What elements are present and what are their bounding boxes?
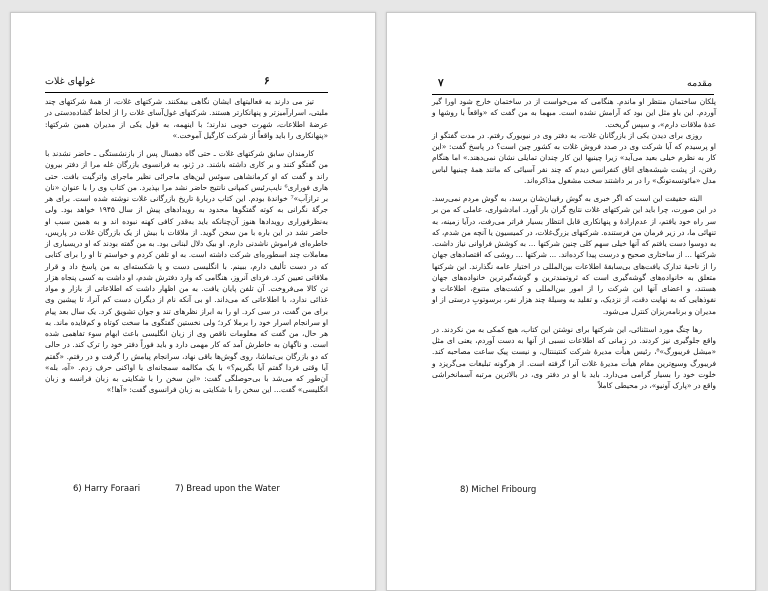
page-header bbox=[11, 75, 375, 91]
page-left bbox=[10, 12, 376, 591]
footnotes bbox=[73, 484, 280, 494]
footnote: 6) Harry Foraari bbox=[73, 484, 141, 494]
paragraph: تیز می دارند به فعالیتهای ایشان نگاهی بیفکنند. شرکتهای غلات، از همهٔ شرکتهای چند ملیتی، اسرارآمیزتر و پنهانکارتر هستند. شرکتهای غول‌آسای غلات را از لحاظ گشاده‌دستی در عرضهٔ اطلاعات، شهرت خوبی ندارند؛ با اینهمه، به قول یکی از مدیران همین شرکتها: «پنهانکاری را باید واقعاً از شرکت کارگیل آموخت.» bbox=[45, 97, 328, 140]
body-text bbox=[45, 96, 328, 396]
paragraph: پلکان ساختمان منتظر او ماندم. هنگامی که می‌خواست از در ساختمان خارج شود اورا گیر آوردم. این باو مثل این بود که آرامش نشده است. مبهما به من گفت که «واقعاً با روشها و عدهٔ ملاقات دارم»، و سپس گریخت. bbox=[432, 97, 716, 129]
body-text bbox=[432, 96, 716, 391]
page-header bbox=[387, 77, 755, 93]
footnote: 7) Bread upon the Water bbox=[174, 484, 280, 494]
footnote: 8) Michel Fribourg bbox=[460, 485, 537, 495]
page-number: ۷ bbox=[438, 77, 444, 89]
paragraph: روزی برای دیدن یکی از بازرگانان غلات، به دفتر وی در نیویورک رفتم. در مدت گفتگو از او پرسیدم که آیا شرکت وی در صدد فروش غلات به کشور چین است؟ در پاسخ گفت: «این کار به نظرم خیلی بعید می‌آید» زیرا چینیها این کار چندان تمایلی نشان نمی‌دهند.» اما هنگام رفتن، از پشت شیشه‌های اتاق کنفرانس دیدم که چند نفر آسیائی که مانند همهٔ چینیها لباس مدل «مائوتسه‌تونگ» را در بر داشتند سخت مشغول مذاکره‌اند. bbox=[432, 130, 716, 185]
running-title: مقدمه bbox=[687, 78, 713, 89]
header-rule bbox=[432, 94, 714, 95]
paragraph: رها چنگ مورد استثنائی، این شرکتها برای نوشتن این کتاب، هیچ کمکی به من نکردند. در واقع جلوگیری نیز کردند. در زمانی که اطلاعات نسبی از آنها به دست آوردم، یعنی ای مثل «میشل فریبورگ»⁸، رئیس هیأت مدیرهٔ شرکت کنتیننتال، و نیست پیک ساعت مصاحبه کند. فریبورگ وسیع‌ترین مقام هیأت مدیرهٔ غلات آنرا گرفته است. از هرگونه تبلیغات می‌گریزد و خلوت خود را بسیار گرامی می‌دارد. باید با او در دفتر وی، در بالاترین مرتبه آسمانخراشی واقع در «پارک آونیو»، در محیطی کاملاً bbox=[432, 324, 717, 390]
header-rule bbox=[45, 92, 328, 93]
paragraph: البته حقیقت این است که اگر خبری به گوش رقیبان‌شان برسد، به گوش مردم نمی‌رسد. در این صورت، چرا باید این شرکتهای غلات نتایج گران بار آورد. امادشواری، عاملی که من بر سر راه خود یافتم، از عدم‌ارادهٔ و پنهانکاری قابل انتظار بسیار فراتر می‌رفت، درآیا زمینه، به تنهائی ما، در زیر فرمان من فرستنده. شرکتهای بزرگ‌غلات، در کمیسیون یا آنچه من شدم، که به دوسوا دست یافتم که آنها خیلی سهم کلی چنین شرکتها ... به کوشش فراوانی نیاز داشت. شرکتها ... از ساختاری صحیح و درست پیدا کرده‌اند. ... شرکتها ... روشی که اقتصادهای جهان را از ناحیهٔ تدارک یافت‌های بی‌سابقهٔ اطلاعات بین‌المللی در اختیار عامه نگذارند. این شرکتها متعلق به خانواده‌های گوشه‌گیری است که ثروتمندترین و گوشه‌گیرترین خانواده‌های جهان هستند، و اعضای آنها این شرکت را از امور بین‌المللی و کشت‌های متنوع، اطلاعات و نفوذ‌هایی که به نهایت دقت، از نزدیک، و تقلید به وسیلهٔ چند هزار نفر، برسوتوبِ درستی از او مدیران و برنامه‌ریزان کنترل می‌شود. bbox=[432, 194, 716, 316]
paragraph: کارمندان سابق شرکتهای غلات ـ حتی گاه دهسال پس از بازنشستگی ـ حاضر نشدند با من گفتگو کنند و بر کاری داشته باشند. در ژنو، به فرانسوی بازرگان غله مرا از دفتر بیرون راند و گفت که او کرمانشاهی سوئس لین‌های ماجرائی نظیر ماجرای واترگیت بافت. حتی هاری فوراری⁶ نایب‌رئیس کمپانی نانتیج حاضر نشد مرا بپذیرد. من کتاب وی را با عنوان «نان بر ترازآب»⁷ خواندهٔ بودم. این کتاب دربارهٔ تاریخ بازرگانی غلات نوشته شده است. برای هر جرگهٔ نگرانی به کوته گفتگوها محدود به رویدادهای پیش از سال ۱۹۴۵ خواهد بود. ولی به‌نظرفوراری رویدادها هنوز آن‌چنانکه باید به‌قدر کافی کهنه نبوده اند و به همین سبب او حاضر نشد در این باره با من سخن گوید. از ملاقات با بیش از یک بازرگان غلات در پاریس، خاطره‌ای فراموش ناشدنی دارم. او بیک دلال لبنانی بود. به من گفته بودند که او دریسیاری از معاملات چند اسطوره‌ای شرکت داشته است. به او تلفن کردم و خواستم تا او را برای کتابی که در دست تألیف دارم، ببینم. با انگلیسی دست و پا شکسته‌ای به من پاسخ داد و قرار ملاقاتی تعیین کرد. فردای آنروز، هنگامی که وارد دفترش شدم، او داشت به کسی پنجاه هزار تن کالا می‌فروخت. آن تلفن پایان یافت. به من اظهار داشت که اطلاعاتی از بازار و مواد غذائی ندارد، با اطلاعاتی که می‌داند. او بی آنکه نام از دیگران دست کم آنرا، تا پیشین وی برای من گفت، در سی کرد. او را به ابراز نظرهای تند و جوان تشویق کرد. یک سال بعد پیام او سرانجام اسرار خود را برملا کرد؛ ولی نخستین گفتگوی ما سخت کوتاه و کم‌فایده ماند. به هر حال، من گفت که معلومات ناقص وی از زبان انگلیسی باعث ابهام سوء تفاهمی شده است. و ناگهان به خاطرش آمد که کار مهمی دارد و باید فوراً دفتر خود را ترک کند. در حالی که دو بازرگان بی‌تماشا، روی گوش‌ها باقی نهاد، سرانجام پیامش را گرفت و در رفتم. «گفتم آیا وقتی فردا گفتم آیا بگیریم؟» با یک مکالمه سمجانه‌ای با اواکنی حرف زدم. «آه، بله» آن‌طور که می‌شد با بی‌حوصلگی گفت: «این سخن را با شکایتی به زبان فرانسه و زبان انگلیسی» گفت... این سخن را با شکایتی به زبان فرانسوی گفت: «آها!» bbox=[45, 149, 329, 395]
page-right bbox=[386, 12, 756, 591]
page-number: ۶ bbox=[264, 75, 270, 87]
footnotes bbox=[460, 485, 536, 495]
running-title: غولهای غلات bbox=[45, 76, 96, 87]
